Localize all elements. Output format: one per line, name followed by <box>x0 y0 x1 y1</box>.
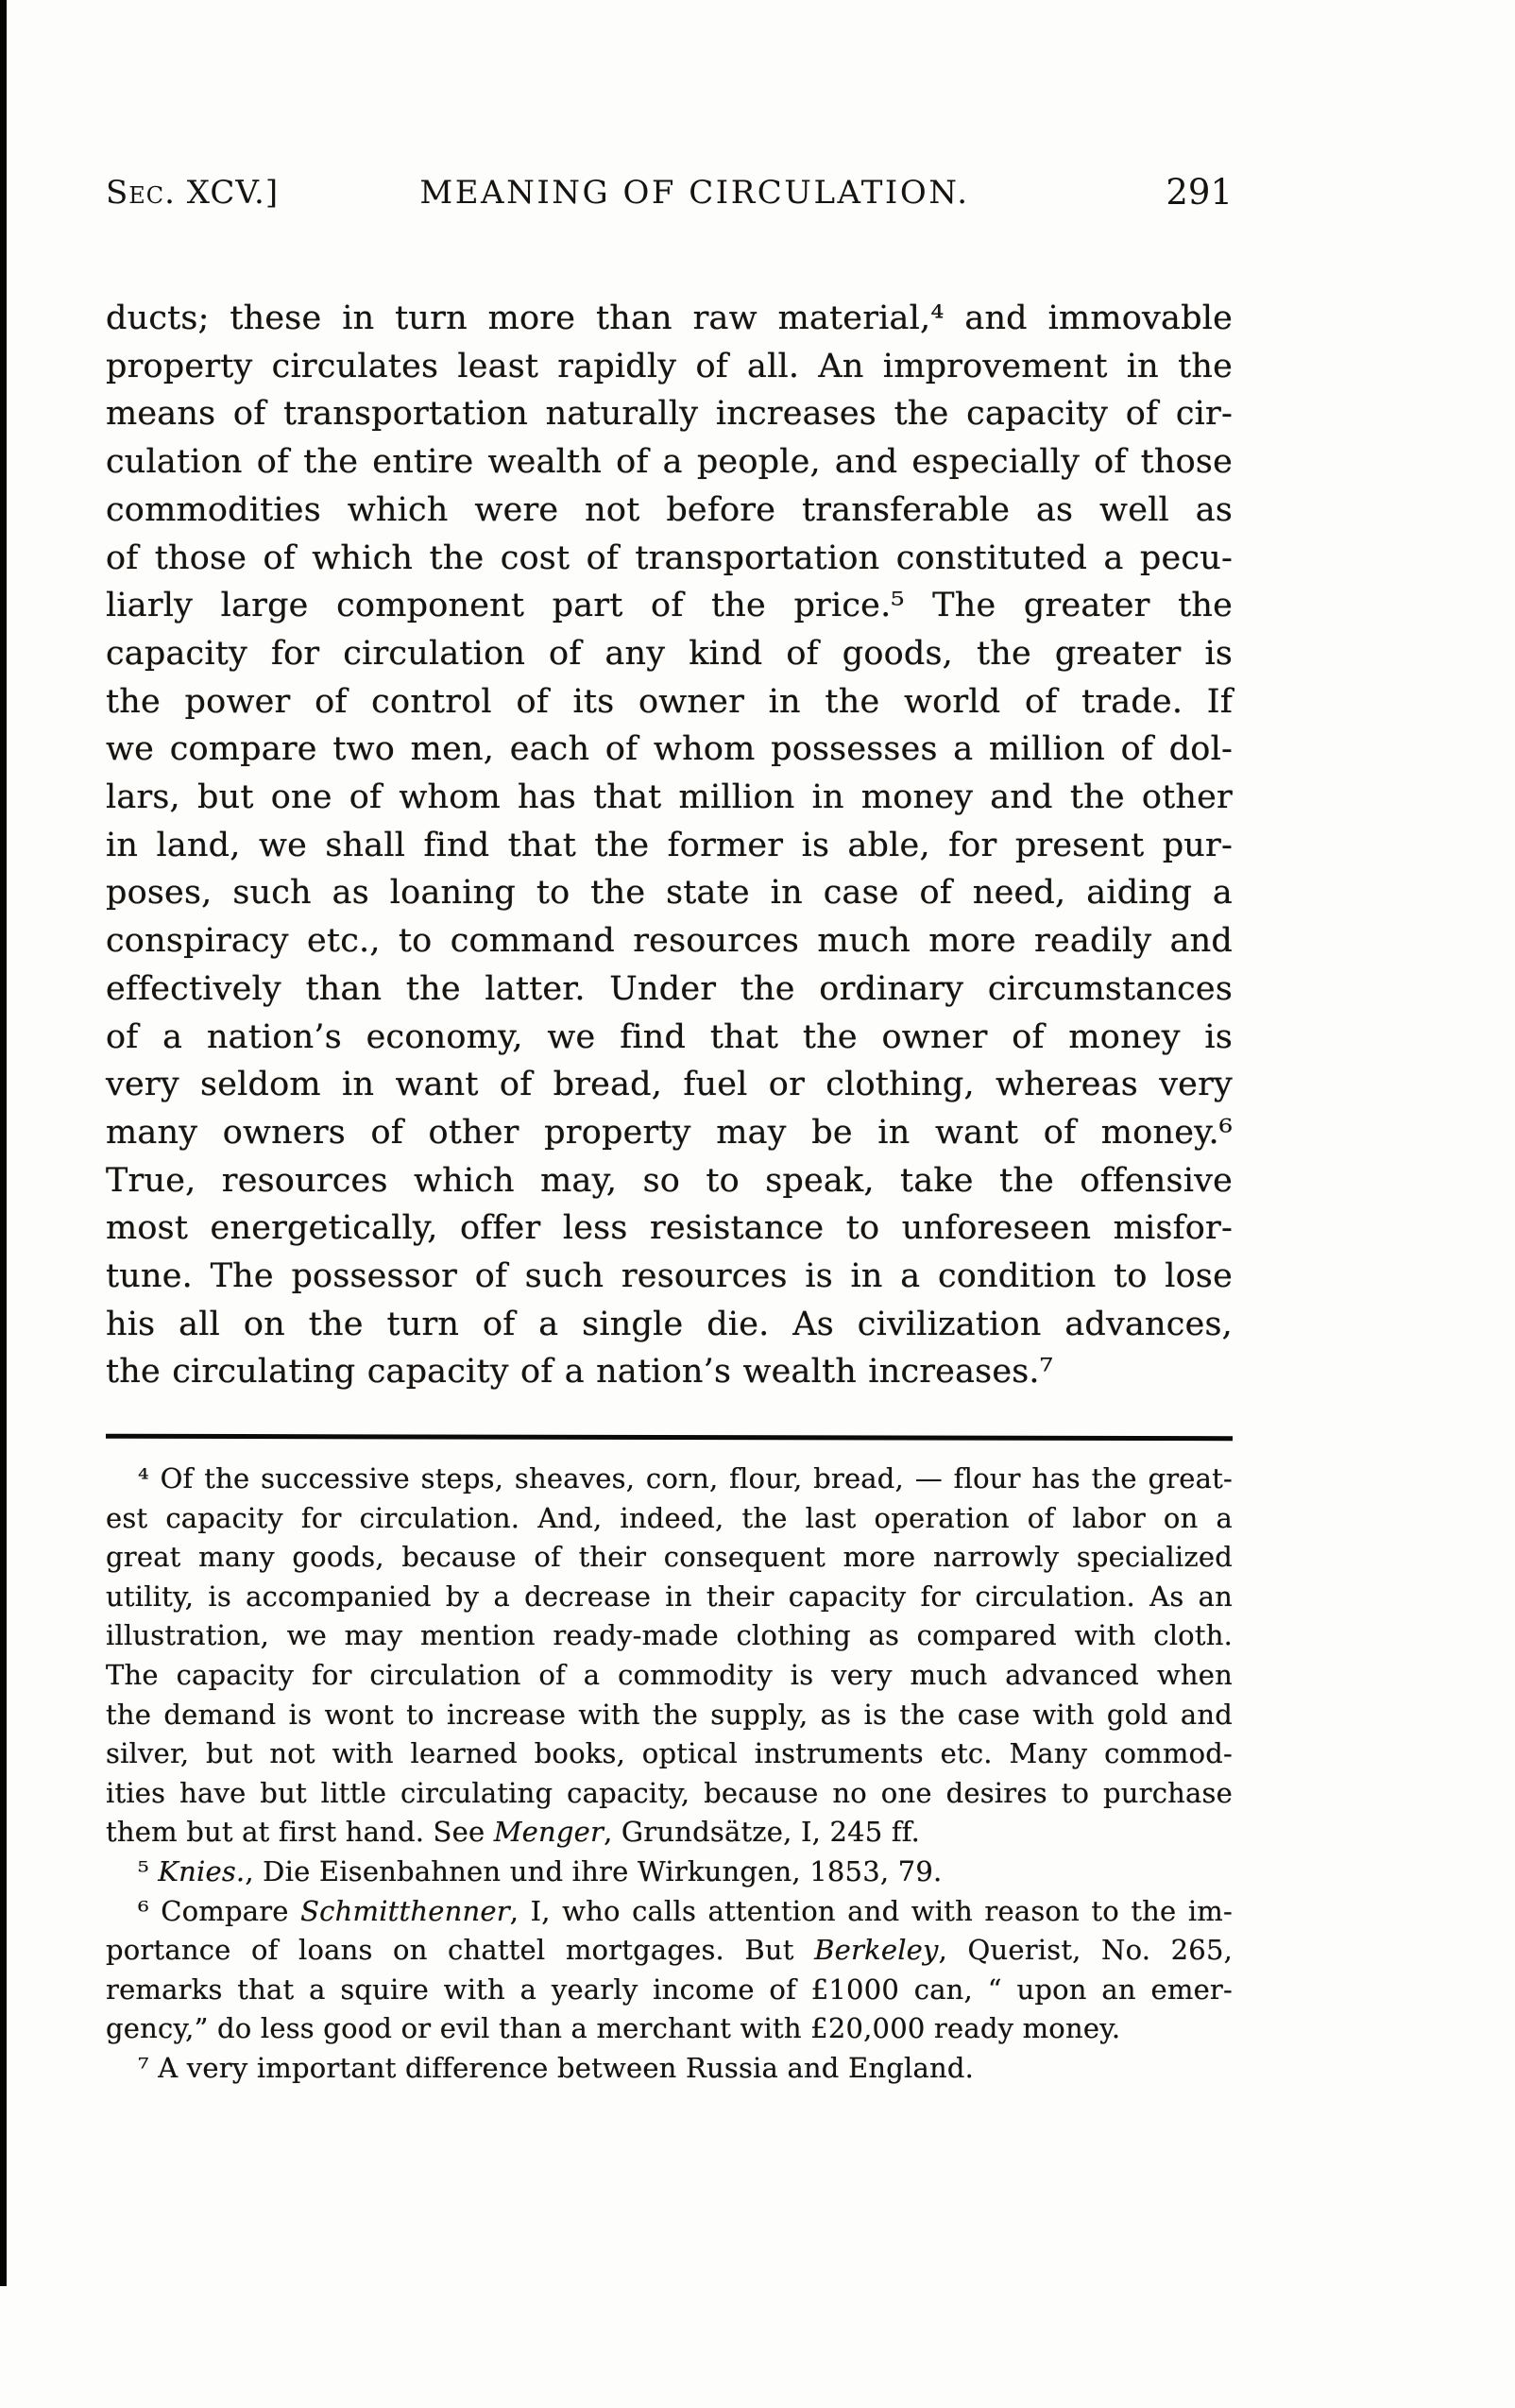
footnote-line: great many goods, because of their consequent more narrowly specialized <box>106 1541 1233 1574</box>
footnote-line: ⁵ Knies., Die Eisenbahnen und ihre Wirkungen, 1853, 79. <box>138 1854 943 1887</box>
body-line: culation of the entire wealth of a people, and especially of those <box>106 443 1233 482</box>
body-line: we compare two men, each of whom possesses a million of dol- <box>106 730 1233 769</box>
footnote-line: gency,” do less good or evil than a merchant with £20,000 ready money. <box>106 2012 1121 2045</box>
footnote-line: ⁴ Of the successive steps, sheaves, corn, flour, bread, — flour has the great- <box>138 1462 1233 1494</box>
body-line: his all on the turn of a single die. As civilization advances, <box>106 1305 1233 1343</box>
body-line: conspiracy etc., to command resources much more readily and <box>106 922 1233 961</box>
footnote-line: them but at first hand. See Menger, Grundsätze, I, 245 ff. <box>106 1816 921 1849</box>
body-line: the power of control of its owner in the world of trade. If <box>106 682 1233 721</box>
footnote-line: The capacity for circulation of a commodity is very much advanced when <box>106 1658 1233 1691</box>
body-line: of a nation’s economy, we find that the owner of money is <box>106 1017 1233 1056</box>
body-line: tune. The possessor of such resources is in a condition to lose <box>106 1257 1233 1296</box>
running-title: MEANING OF CIRCULATION. <box>419 174 970 212</box>
body-line: commodities which were not before transferable as well as <box>106 490 1233 529</box>
body-line: poses, such as loaning to the state in case of need, aiding a <box>106 874 1233 913</box>
body-line: very seldom in want of bread, fuel or clothing, whereas very <box>106 1066 1233 1104</box>
body-line: means of transportation naturally increases the capacity of cir- <box>106 395 1233 434</box>
scan-gutter-artifact <box>0 0 7 2286</box>
body-line: ducts; these in turn more than raw material,⁴ and immovable <box>106 299 1233 337</box>
footnote-line: silver, but not with learned books, optical instruments etc. Many commod- <box>106 1737 1233 1770</box>
page-header <box>106 174 1233 217</box>
body-line: in land, we shall find that the former is able, for present pur- <box>106 826 1233 864</box>
body-line: of those of which the cost of transportation constituted a pecu- <box>106 538 1233 577</box>
footnote-line: ⁶ Compare Schmitthenner, I, who calls attention and with reason to the im- <box>138 1894 1234 1927</box>
body-line: many owners of other property may be in want of money.⁶ <box>106 1113 1233 1152</box>
body-text <box>106 295 1233 1396</box>
body-line: the circulating capacity of a nation’s wealth increases.⁷ <box>106 1353 1053 1392</box>
body-line: capacity for circulation of any kind of goods, the greater is <box>106 634 1233 673</box>
body-line: lars, but one of whom has that million in money and the other <box>106 778 1233 817</box>
footnote-line: ities have but little circulating capacity, because no one desires to purchase <box>106 1776 1233 1809</box>
footnote-line: portance of loans on chattel mortgages. But Berkeley, Querist, No. 265, <box>106 1934 1234 1967</box>
footnote-line: the demand is wont to increase with the supply, as is the case with gold and <box>106 1698 1233 1731</box>
footnote-line: illustration, we may mention ready-made clothing as compared with cloth. <box>106 1619 1233 1652</box>
footnote-rule <box>106 1434 1233 1441</box>
footnote-line: ⁷ A very important difference between Russia and England. <box>138 2051 975 2084</box>
page-number: 291 <box>1166 172 1233 213</box>
section-label: Sec. XCV.] <box>106 174 280 212</box>
body-line: property circulates least rapidly of all. An improvement in the <box>106 347 1233 385</box>
body-line: effectively than the latter. Under the ordinary circumstances <box>106 969 1233 1008</box>
footnote-line: remarks that a squire with a yearly income of £1000 can, “ upon an emer- <box>106 1973 1233 2006</box>
body-line: most energetically, offer less resistance to unforeseen misfor- <box>106 1209 1233 1248</box>
body-line: liarly large component part of the price.⁵ The greater the <box>106 587 1233 625</box>
footnote-line: utility, is accompanied by a decrease in their capacity for circulation. As an <box>106 1580 1233 1613</box>
footnotes <box>106 1460 1233 2089</box>
footnote-line: est capacity for circulation. And, indeed, the last operation of labor on a <box>106 1501 1233 1534</box>
body-line: True, resources which may, so to speak, take the offensive <box>106 1161 1233 1200</box>
